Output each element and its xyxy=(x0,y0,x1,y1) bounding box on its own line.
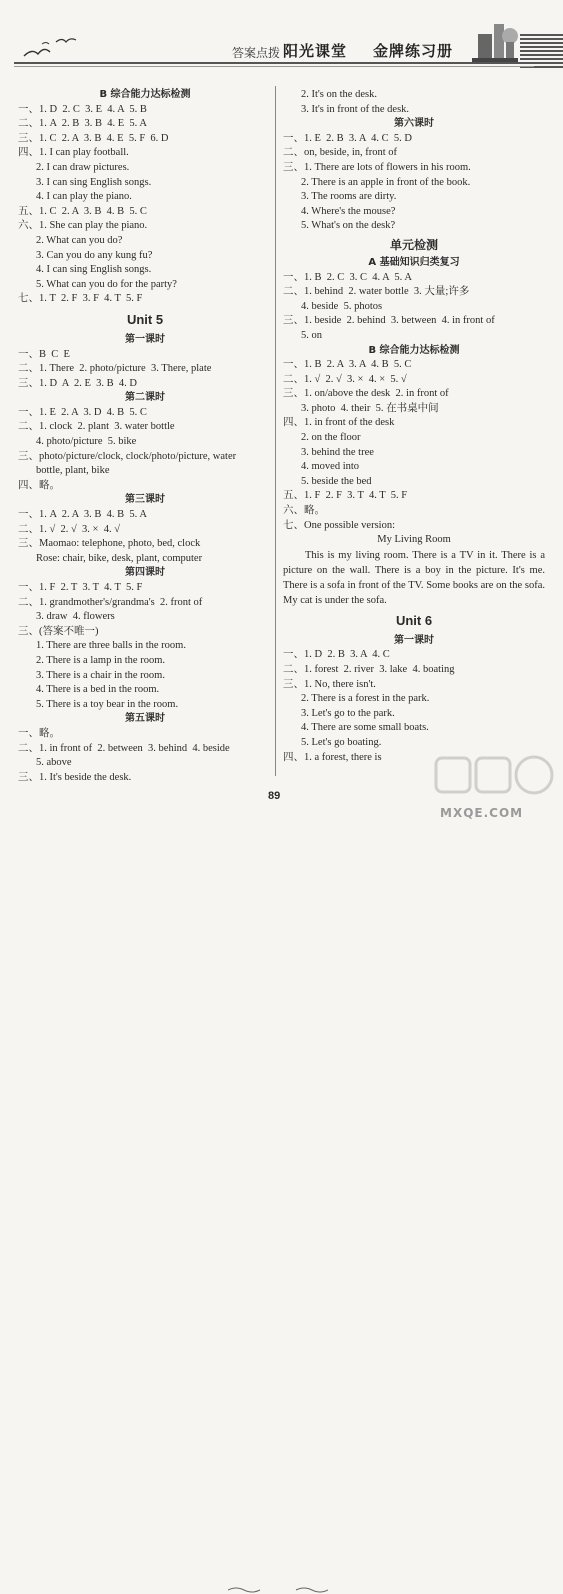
answer-line: 五、1. C 2. A 3. B 4. B 5. C xyxy=(18,205,147,217)
page-number: 89 xyxy=(268,790,281,802)
answer-line: 二、1. √ 2. √ 3. × 4. √ xyxy=(18,523,120,535)
answer-line: 二、1. A 2. B 3. B 4. E 5. A xyxy=(18,118,147,130)
section-heading: 第四课时 xyxy=(125,567,165,579)
answer-line: 四、略。 xyxy=(18,479,60,491)
section-heading: 第一课时 xyxy=(125,333,165,345)
answer-subline: 4. moved into xyxy=(301,461,360,473)
answer-subline: 5. on xyxy=(301,329,322,341)
book-title: 金牌练习册 xyxy=(373,42,454,60)
answer-subline: 3. It's in front of the desk. xyxy=(301,103,410,115)
answer-line: 一、1. D 2. C 3. E 4. A 5. B xyxy=(18,103,147,115)
section-heading: B 综合能力达标检测 xyxy=(368,344,460,356)
answer-subline: 3. behind the tree xyxy=(301,446,374,458)
section-heading: 第一课时 xyxy=(394,634,434,646)
answer-subline: 2. on the floor xyxy=(301,432,361,444)
answer-line: 三、1. beside 2. behind 3. between 4. in front of xyxy=(283,315,495,327)
answer-subline: 3. Can you do any kung fu? xyxy=(36,249,153,261)
section-heading: 第三课时 xyxy=(125,494,165,506)
header-rule xyxy=(14,62,534,64)
answer-line: 一、1. E 2. A 3. D 4. B 5. C xyxy=(18,406,147,418)
answer-subline: 1. There are three balls in the room. xyxy=(36,640,186,652)
answer-line: 一、略。 xyxy=(18,727,60,739)
answer-line: 一、1. E 2. B 3. A 4. C 5. D xyxy=(283,132,412,144)
answer-subline: 3. photo 4. their 5. 在书桌中间 xyxy=(301,402,439,414)
section-heading: 第五课时 xyxy=(125,713,165,725)
answer-line: 一、1. B 2. C 3. C 4. A 5. A xyxy=(283,271,412,283)
answer-line: 六、略。 xyxy=(283,505,325,517)
answer-subline: 5. There is a toy bear in the room. xyxy=(36,698,179,710)
answer-line: 六、1. She can play the piano. xyxy=(18,220,148,232)
answer-subline: 3. Let's go to the park. xyxy=(301,707,395,719)
answer-subline: 2. There is an apple in front of the book. xyxy=(301,176,471,188)
answer-line: 三、(答案不唯一) xyxy=(18,625,99,637)
header-rule-thin xyxy=(14,66,534,67)
answer-line: 四、1. a forest, there is xyxy=(283,751,382,763)
watermark-text: MXQE.COM xyxy=(440,806,524,820)
answer-subline: 4. photo/picture 5. bike xyxy=(36,436,137,448)
section-heading: A 基础知识归类复习 xyxy=(368,256,460,268)
answer-subline: 3. The rooms are dirty. xyxy=(301,191,397,203)
answer-subline: 4. beside 5. photos xyxy=(301,300,383,312)
answer-subline: bottle, plant, bike xyxy=(36,465,110,477)
essay-body: This is my living room. There is a TV in it. There is a picture on the wall. There is a boy in the picture. It's me. There is a sofa in front of the TV. Some books are on the sofa. My cat is under the sofa. xyxy=(283,549,545,606)
page-header xyxy=(0,0,563,78)
answer-subline: Rose: chair, bike, desk, plant, computer xyxy=(36,552,203,564)
answer-line: 三、1. C 2. A 3. B 4. E 5. F 6. D xyxy=(18,132,169,144)
answer-line: 一、1. A 2. A 3. B 4. B 5. A xyxy=(18,509,147,521)
header-label: 答案点拨 xyxy=(232,46,281,60)
essay-title: My Living Room xyxy=(377,534,451,546)
answer-line: 三、1. D A 2. E 3. B 4. D xyxy=(18,377,138,389)
test-heading: 单元检测 xyxy=(389,237,438,252)
birds-icon xyxy=(20,34,80,60)
answer-subline: 5. above xyxy=(36,757,72,769)
answer-line: 二、1. in front of 2. between 3. behind 4. beside xyxy=(18,742,230,754)
answer-line: 七、1. T 2. F 3. F 4. T 5. F xyxy=(18,293,143,305)
answer-subline: 4. There are some small boats. xyxy=(301,722,429,734)
answer-subline: 4. I can play the piano. xyxy=(36,191,132,203)
answer-subline: 2. What can you do? xyxy=(36,234,123,246)
answer-line: 一、1. D 2. B 3. A 4. C xyxy=(283,649,390,661)
right-column xyxy=(283,88,545,765)
answer-line: 三、1. on/above the desk 2. in front of xyxy=(283,388,449,400)
answer-line: 三、Maomao: telephone, photo, bed, clock xyxy=(18,538,201,550)
answer-line: 一、1. B 2. A 3. A 4. B 5. C xyxy=(283,359,412,371)
answer-line: 二、1. forest 2. river 3. lake 4. boating xyxy=(283,664,455,675)
answer-subline: 2. I can draw pictures. xyxy=(36,161,130,173)
answer-line: 二、1. √ 2. √ 3. × 4. × 5. √ xyxy=(283,373,407,385)
answer-line: 二、1. clock 2. plant 3. water bottle xyxy=(18,421,175,433)
section-heading: B 综合能力达标检测 xyxy=(99,89,191,100)
answer-subline: 4. Where's the mouse? xyxy=(301,205,396,217)
brand-name: 阳光课堂 xyxy=(283,42,348,60)
left-column xyxy=(18,88,272,785)
answer-subline: 2. There is a lamp in the room. xyxy=(36,654,165,666)
answer-subline: 2. There is a forest in the park. xyxy=(301,693,430,705)
answer-line: 二、1. There 2. photo/picture 3. There, plate xyxy=(18,363,212,375)
answer-subline: 3. I can sing English songs. xyxy=(36,176,152,188)
answer-line: 四、1. in front of the desk xyxy=(283,417,395,429)
answer-subline: 3. There is a chair in the room. xyxy=(36,669,165,681)
answer-subline: 4. There is a bed in the room. xyxy=(36,684,160,696)
answer-line: 三、1. No, there isn't. xyxy=(283,678,376,690)
stripe-ornament xyxy=(520,34,563,70)
unit-heading: Unit 5 xyxy=(126,311,164,327)
column-divider xyxy=(275,86,276,776)
answer-line: 二、1. grandmother's/grandma's 2. front of xyxy=(18,596,203,608)
answer-line: 一、1. F 2. T 3. T 4. T 5. F xyxy=(18,582,143,593)
answer-subline: 3. draw 4. flowers xyxy=(36,611,115,623)
answer-line: 三、1. It's beside the desk. xyxy=(18,771,132,783)
answer-line: 五、1. F 2. F 3. T 4. T 5. F xyxy=(283,490,408,502)
answer-subline: 4. I can sing English songs. xyxy=(36,264,152,276)
answer-subline: 5. Let's go boating. xyxy=(301,736,382,748)
answer-subline: 5. beside the bed xyxy=(301,475,372,487)
page-wave-ornament xyxy=(228,1586,328,1594)
answer-subline: 2. It's on the desk. xyxy=(301,89,377,100)
section-heading: 第六课时 xyxy=(394,118,434,130)
answer-line: 四、1. I can play football. xyxy=(18,147,129,159)
answer-line: 一、B C E xyxy=(18,348,70,360)
answer-line: 三、1. There are lots of flowers in his room. xyxy=(283,161,471,173)
answer-line: 二、1. behind 2. water bottle 3. 大量;许多 xyxy=(283,286,470,298)
answer-line: 七、One possible version: xyxy=(283,519,395,531)
unit-heading: Unit 6 xyxy=(395,612,433,628)
answer-subline: 5. What can you do for the party? xyxy=(36,278,177,290)
section-heading: 第二课时 xyxy=(125,392,165,404)
answer-subline: 5. What's on the desk? xyxy=(301,220,396,232)
desk-decoration-icon xyxy=(470,14,520,66)
answer-line: 二、on, beside, in, front of xyxy=(283,147,398,159)
answer-line: 三、photo/picture/clock, clock/photo/picture, water xyxy=(18,450,237,462)
